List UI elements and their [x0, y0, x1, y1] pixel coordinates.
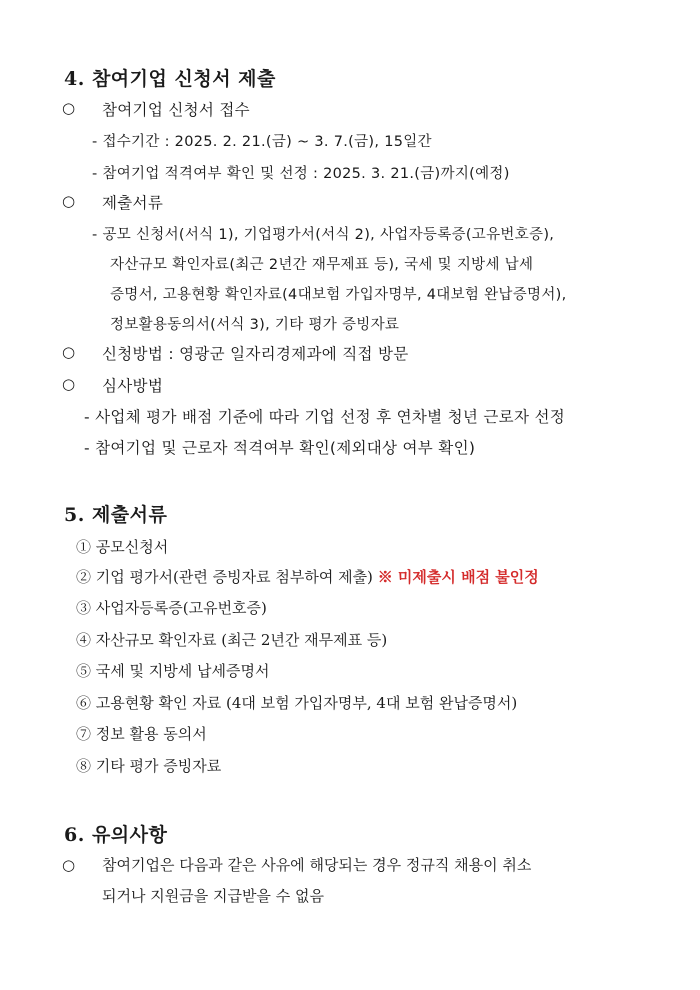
required-document-item — [76, 629, 387, 650]
circle-bullet-icon: ○ — [62, 343, 76, 361]
required-document-item — [76, 755, 221, 776]
required-document-item — [76, 597, 267, 618]
item-number: ⑧ — [76, 757, 92, 775]
item-number: ④ — [76, 631, 92, 649]
item-text: 사업자등록증(고유번호증) — [95, 599, 267, 617]
circle-bullet-icon: ○ — [62, 192, 76, 210]
receipt-selection-date: - 참여기업 적격여부 확인 및 선정 : 2025. 3. 21.(금)까지(예정) — [92, 166, 510, 182]
item-number: ⑥ — [76, 694, 92, 712]
required-document-item — [76, 660, 270, 681]
circle-bullet-icon: ○ — [62, 99, 76, 117]
review-item: - 참여기업 및 근로자 적격여부 확인(제외대상 여부 확인) — [84, 439, 476, 457]
required-document-item — [76, 566, 539, 587]
receipt-period: - 접수기간 : 2025. 2. 21.(금) ~ 3. 7.(금), 15일간 — [92, 134, 432, 150]
item-text: 정보 활용 동의서 — [95, 725, 207, 743]
circle-bullet-icon: ○ — [62, 856, 76, 874]
documents-line: 정보활용동의서(서식 3), 기타 평가 증빙자료 — [110, 317, 400, 333]
section-4-title: 4. 참여기업 신청서 제출 — [64, 68, 276, 90]
receipt-label: 참여기업 신청서 접수 — [102, 101, 250, 119]
caution-line: 되거나 지원금을 지급받을 수 없음 — [102, 887, 324, 905]
documents-line: 증명서, 고용현황 확인자료(4대보험 가입자명부, 4대보험 완납증명서), — [110, 287, 567, 303]
review-method-label: 심사방법 — [102, 377, 164, 395]
item-text: 기타 평가 증빙자료 — [95, 757, 222, 775]
application-method: 신청방법 : 영광군 일자리경제과에 직접 방문 — [102, 345, 409, 363]
item-number: ② — [76, 568, 92, 586]
documents-label: 제출서류 — [102, 194, 164, 212]
section-5-title: 5. 제출서류 — [64, 504, 168, 526]
documents-line: - 공모 신청서(서식 1), 기업평가서(서식 2), 사업자등록증(고유번호증), — [92, 227, 555, 243]
required-document-item — [76, 723, 207, 744]
item-number: ⑦ — [76, 725, 92, 743]
review-item: - 사업체 평가 배점 기준에 따라 기업 선정 후 연차별 청년 근로자 선정 — [84, 408, 565, 426]
item-text: 기업 평가서(관련 증빙자료 첨부하여 제출) — [95, 568, 373, 586]
section-6-title: 6. 유의사항 — [64, 824, 168, 846]
item-text: 고용현황 확인 자료 (4대 보험 가입자명부, 4대 보험 완납증명서) — [95, 694, 518, 712]
circle-bullet-icon: ○ — [62, 375, 76, 393]
item-text: 자산규모 확인자료 (최근 2년간 재무제표 등) — [95, 631, 388, 649]
caution-line: 참여기업은 다음과 같은 사유에 해당되는 경우 정규직 채용이 취소 — [102, 856, 532, 874]
item-text: 국세 및 지방세 납세증명서 — [95, 662, 270, 680]
item-text: 공모신청서 — [95, 538, 169, 556]
item-number: ⑤ — [76, 662, 92, 680]
warning-note: ※ 미제출시 배점 불인정 — [377, 568, 539, 586]
documents-line: 자산규모 확인자료(최근 2년간 재무제표 등), 국세 및 지방세 납세 — [110, 257, 534, 273]
item-number: ③ — [76, 599, 92, 617]
required-document-item — [76, 536, 168, 557]
item-number: ① — [76, 538, 92, 556]
required-document-item — [76, 692, 517, 713]
